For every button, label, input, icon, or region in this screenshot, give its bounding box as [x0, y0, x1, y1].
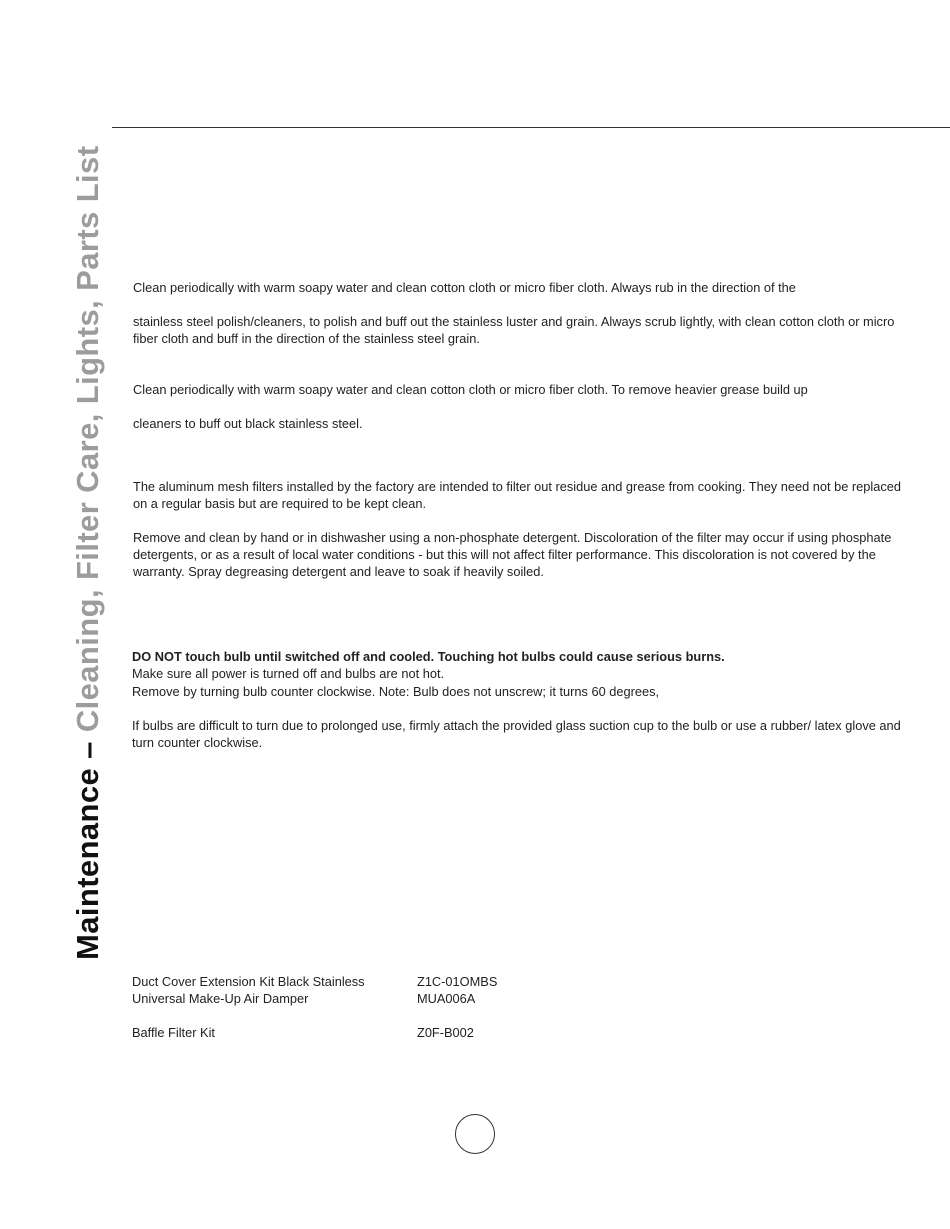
page-title-section: Maintenance –	[70, 732, 105, 960]
part-number: Z1C-01OMBS	[417, 974, 498, 989]
part-name: Universal Make-Up Air Damper	[132, 991, 309, 1006]
black-stainless-cleaning-text-1: Clean periodically with warm soapy water and clean cotton cloth or micro fiber cloth. To remove heavier grease build up	[133, 382, 808, 397]
page-title-topics: Cleaning, Filter Care, Lights, Parts List	[70, 145, 105, 733]
part-number: Z0F-B002	[417, 1025, 474, 1040]
header-rule	[112, 127, 950, 128]
filter-care-text-2: Remove and clean by hand or in dishwasher using a non-phosphate detergent. Discoloration of the filter may occur if using phosphate detergents, or as a result of local water conditions - but this will not affect filter performance. This discoloration is not covered by the warranty. Spray degreasing detergent and leave to soak if heavily soiled.	[133, 530, 892, 579]
stainless-cleaning-text-2: stainless steel polish/cleaners, to polish and buff out the stainless luster and grain. Always scrub lightly, with clean cotton cloth or micro fiber cloth and buff in the direction of the stainless steel grain.	[133, 314, 895, 346]
lights-step-difficult: If bulbs are difficult to turn due to prolonged use, firmly attach the provided glass suction cup to the bulb or use a rubber/ latex glove and turn counter clockwise.	[132, 718, 901, 750]
page-number-circle	[455, 1114, 495, 1154]
stainless-cleaning-text-1: Clean periodically with warm soapy water and clean cotton cloth or micro fiber cloth. Always rub in the direction of the	[133, 280, 796, 295]
bulb-warning: DO NOT touch bulb until switched off and cooled. Touching hot bulbs could cause serious burns.	[132, 649, 725, 664]
page-title	[71, 146, 105, 960]
lights-step-power: Make sure all power is turned off and bulbs are not hot.	[132, 666, 445, 681]
part-name: Baffle Filter Kit	[132, 1025, 215, 1040]
filter-care-text-1: The aluminum mesh filters installed by the factory are intended to filter out residue and grease from cooking. They need not be replaced on a regular basis but are required to be kept clean.	[133, 479, 902, 511]
part-name: Duct Cover Extension Kit Black Stainless	[132, 974, 365, 989]
lights-step-remove: Remove by turning bulb counter clockwise. Note: Bulb does not unscrew; it turns 60 degrees,	[132, 684, 660, 699]
part-number: MUA006A	[417, 991, 476, 1006]
black-stainless-cleaning-text-2: cleaners to buff out black stainless steel.	[133, 416, 363, 431]
